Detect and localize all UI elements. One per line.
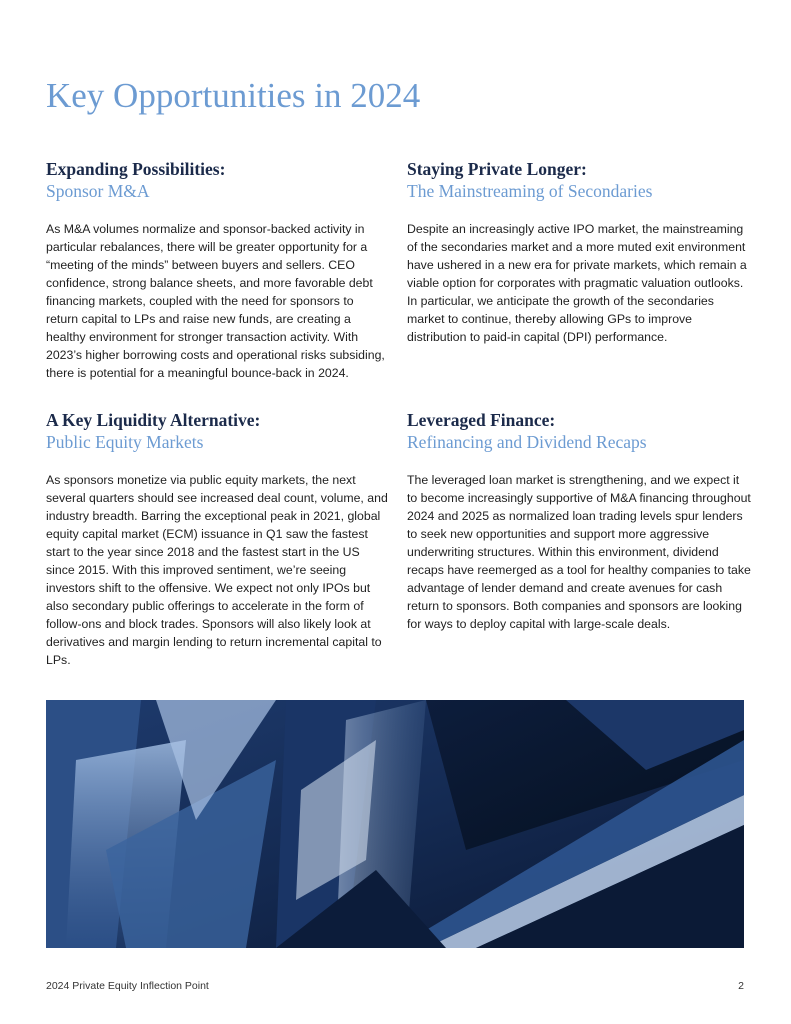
abstract-blue-architecture-icon	[46, 700, 744, 948]
section-subheading: Public Equity Markets	[46, 432, 204, 452]
section-sponsor-ma	[46, 158, 388, 382]
footer-document-title: 2024 Private Equity Inflection Point	[46, 980, 209, 992]
page-number: 2	[738, 980, 744, 992]
section-body: The leveraged loan market is strengthening, and we expect it to become increasingly supportive of M&A financing throughout 2024 and 2025 as normalized loan trading levels spur lenders to seek new opportunities and support more aggressive underwriting structures. Within this environment, dividend recaps have reemerged as a tool for healthy companies to take advantage of lender demand and create avenues for cash return to sponsors. Both companies and sponsors are looking for ways to deploy capital with large-scale deals.	[407, 473, 751, 631]
section-heading: A Key Liquidity Alternative:	[46, 410, 261, 430]
section-body: As sponsors monetize via public equity markets, the next several quarters should see increased deal count, volume, and industry breadth. Barring the exceptional peak in 2021, global equity capital market (ECM) issuance in Q1 saw the fastest start to the year since 2018 and the fastest start in the US since 2015. With this improved sentiment, we’re seeing investors shift to the offensive. We expect not only IPOs but also secondary public offerings to accelerate in the form of follow-ons and block trades. Sponsors will also likely look at derivatives and margin lending to return incremental capital to LPs.	[46, 473, 388, 667]
section-body: As M&A volumes normalize and sponsor-backed activity in particular rebalances, there will be greater opportunity for a “meeting of the minds” between buyers and sellers. CEO confidence, strong balance sheets, and more favorable debt financing markets, coupled with the need for sponsors to return capital to LPs and raise new funds, are creating a healthy environment for stronger transaction activity. With 2023’s higher borrowing costs and operational risks subsiding, there is potential for a meaningful bounce-back in 2024.	[46, 222, 385, 380]
section-public-equity	[46, 409, 388, 669]
section-heading: Leveraged Finance:	[407, 410, 556, 430]
section-subheading: Sponsor M&A	[46, 181, 150, 201]
section-secondaries	[407, 158, 752, 346]
section-subheading: Refinancing and Dividend Recaps	[407, 432, 647, 452]
section-heading: Expanding Possibilities:	[46, 159, 226, 179]
page-title: Key Opportunities in 2024	[46, 76, 421, 115]
section-leveraged-finance	[407, 409, 752, 633]
section-body: Despite an increasingly active IPO market, the mainstreaming of the secondaries market and a more muted exit environment have ushered in a new era for private markets, which remain a viable option for corporates with pragmatic valuation outlooks. In particular, we anticipate the growth of the secondaries market to continue, thereby allowing GPs to improve distribution to paid-in capital (DPI) performance.	[407, 222, 747, 344]
abstract-architecture-image	[46, 700, 744, 948]
section-subheading: The Mainstreaming of Secondaries	[407, 181, 653, 201]
section-heading: Staying Private Longer:	[407, 159, 587, 179]
